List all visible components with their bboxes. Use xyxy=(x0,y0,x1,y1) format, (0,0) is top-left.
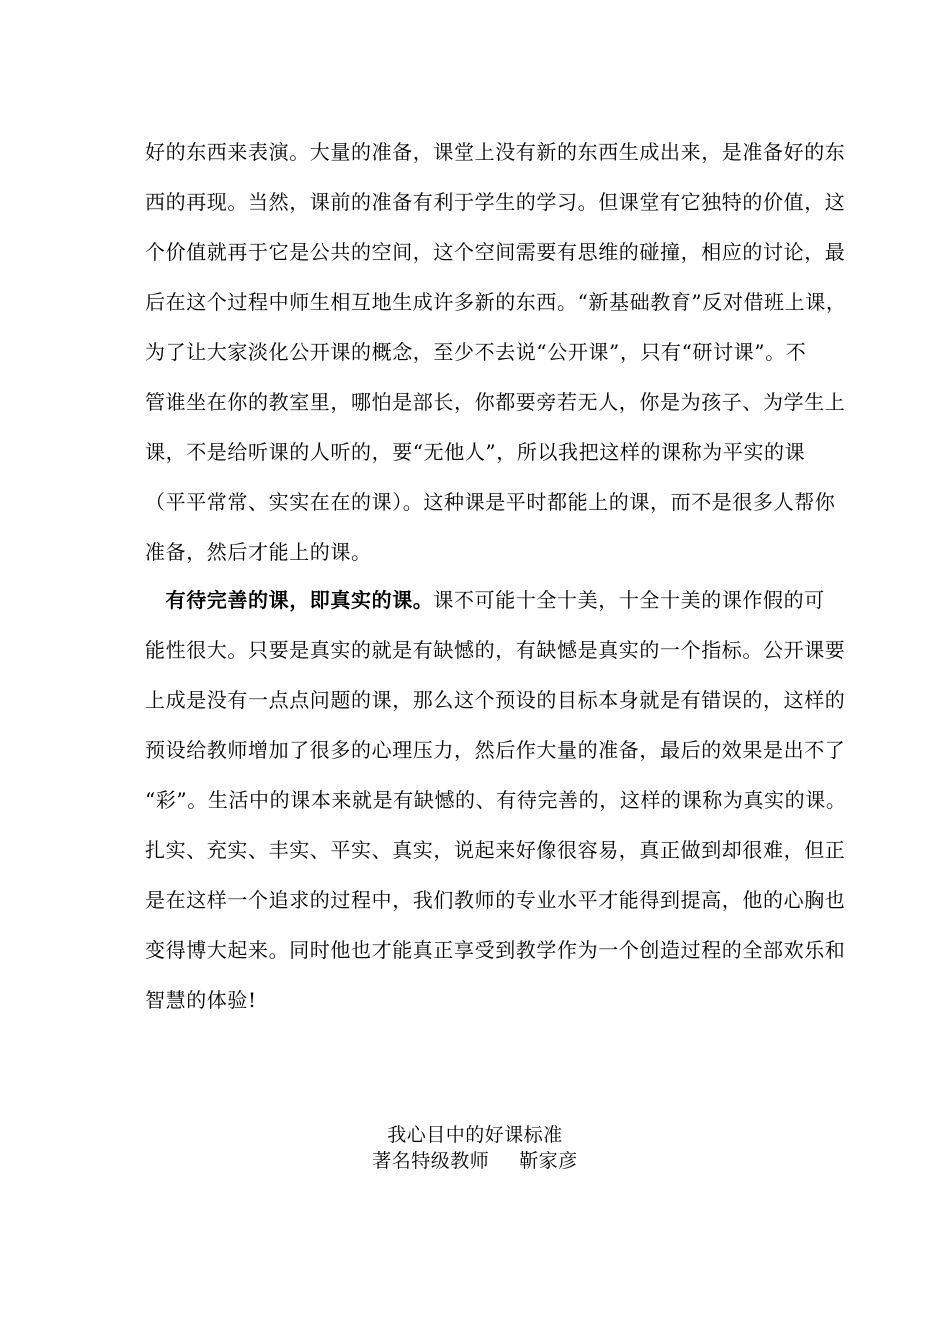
text-line: 课，不是给听课的人听的，要“无他人”，所以我把这样的课称为平实的课 xyxy=(145,440,806,464)
text-line-rest: 课不可能十全十美，十全十美的课作假的可 xyxy=(433,588,825,612)
text-line: 管谁坐在你的教室里，哪怕是部长，你都要旁若无人，你是为孩子、为学生上 xyxy=(145,390,846,414)
text-line: 能性很大。只要是真实的就是有缺憾的，有缺憾是真实的一个指标。公开课要 xyxy=(145,638,846,662)
signature-author xyxy=(0,1148,950,1174)
text-line: 好的东西来表演。大量的准备，课堂上没有新的东西生成出来，是准备好的东 xyxy=(145,140,846,164)
text-line-first xyxy=(145,575,825,625)
text-line: 为了让大家淡化公开课的概念，至少不去说“公开课”，只有“研讨课”。不 xyxy=(145,340,807,364)
signature-title: 我心目中的好课标准 xyxy=(387,1124,563,1146)
paragraph-2 xyxy=(145,575,847,1025)
text-line: 扎实、充实、丰实、平实、真实，说起来好像很容易，真正做到却很难，但正 xyxy=(145,838,846,862)
text-line: 上成是没有一点点问题的课，那么这个预设的目标本身就是有错误的，这样的 xyxy=(145,688,846,712)
text-line: 变得博大起来。同时他也才能真正享受到教学作为一个创造过程的全部欢乐和 xyxy=(145,938,846,962)
text-line: 预设给教师增加了很多的心理压力，然后作大量的准备，最后的效果是出不了 xyxy=(145,738,846,762)
text-line: 后在这个过程中师生相互地生成许多新的东西。“新基础教育”反对借班上课， xyxy=(145,290,847,314)
text-line: “彩”。生活中的课本来就是有缺憾的、有待完善的，这样的课称为真实的课。 xyxy=(145,788,847,812)
text-line: 西的再现。当然，课前的准备有利于学生的学习。但课堂有它独特的价值，这 xyxy=(145,190,846,214)
text-line: 个价值就再于它是公共的空间，这个空间需要有思维的碰撞，相应的讨论，最 xyxy=(145,240,846,264)
text-line: 是在这样一个追求的过程中，我们教师的专业水平才能得到提高，他的心胸也 xyxy=(145,888,846,912)
text-line: （平平常常、实实在在的课）。这种课是平时都能上的课，而不是很多人帮你 xyxy=(145,490,836,514)
paragraph-lead-heading: 有待完善的课，即真实的课。 xyxy=(165,588,434,612)
text-line: 智慧的体验! xyxy=(145,988,257,1012)
author-role: 著名特级教师 xyxy=(372,1150,490,1172)
text-line: 准备，然后才能上的课。 xyxy=(145,540,372,564)
paragraph-1 xyxy=(145,127,847,577)
author-name: 靳家彦 xyxy=(519,1150,578,1172)
